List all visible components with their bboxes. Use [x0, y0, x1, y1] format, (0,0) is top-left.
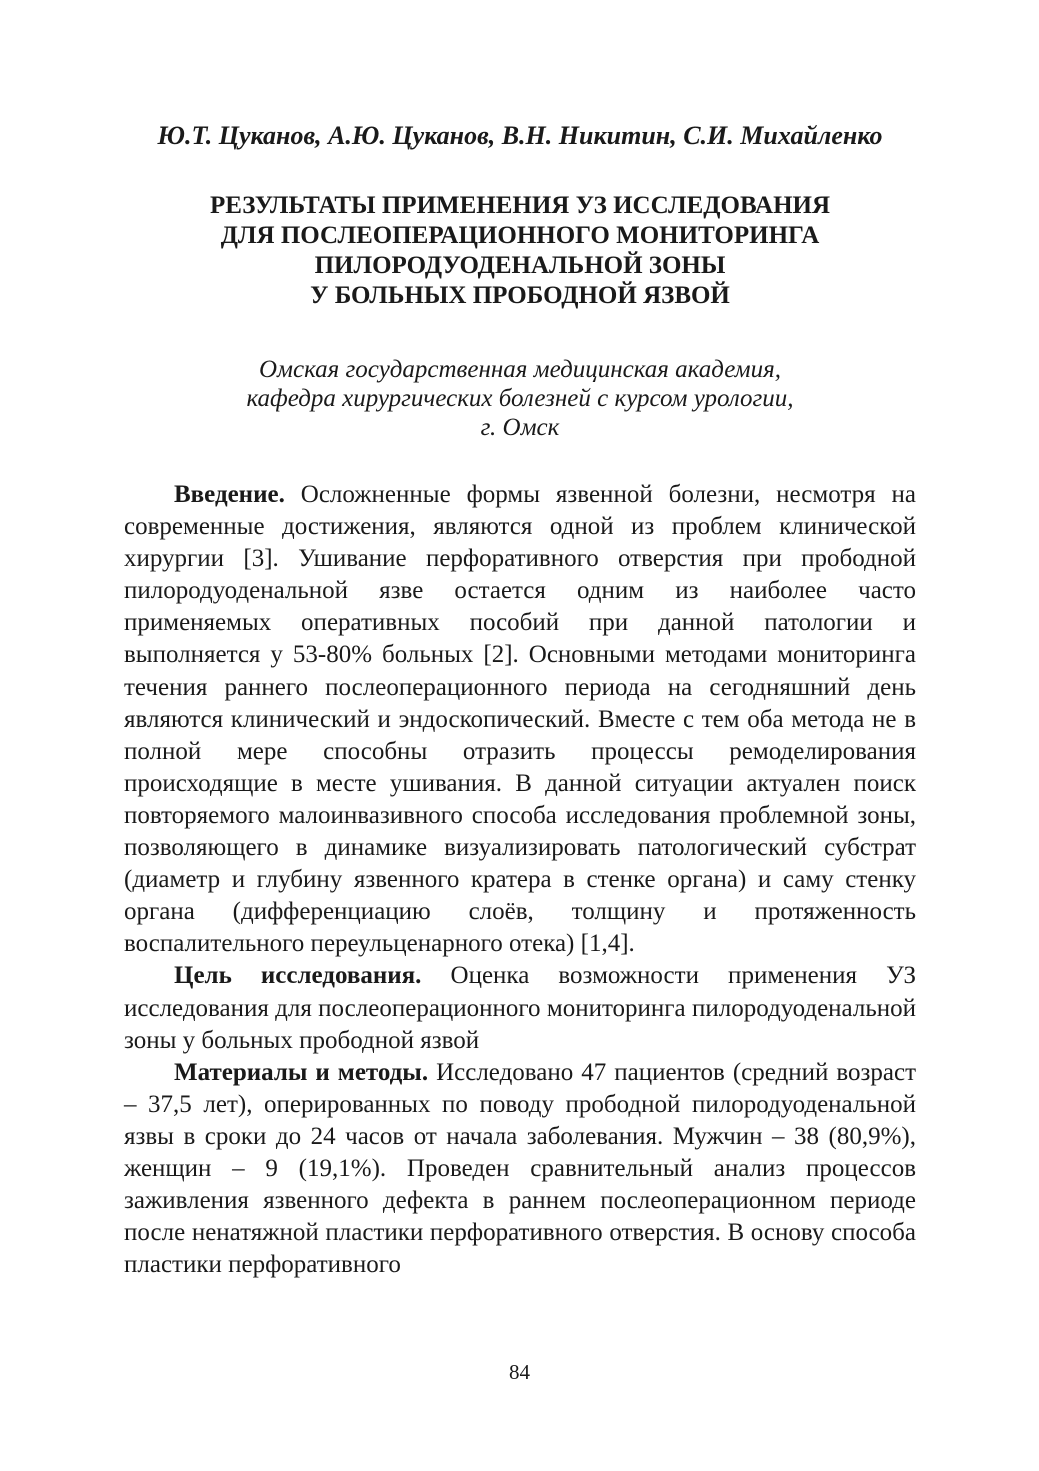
title-line: ДЛЯ ПОСЛЕОПЕРАЦИОННОГО МОНИТОРИНГА	[220, 222, 820, 249]
page-number: 84	[509, 1360, 530, 1384]
paragraph-objective	[124, 960, 916, 1056]
affiliation	[120, 355, 920, 442]
paragraph-text: Исследовано 47 пациентов (средний возраст – 37,5 лет), оперированных по поводу прободной пилородуоденальной язвы в сроки до 24 часов от начала заболевания. Мужчин – 38 (80,9%), женщин – 9 (19,1%). Проведен сравнительный анализ процессов заживления язвенного дефекта в раннем послеоперационном периоде после ненатяжной пластики перфоративного отверстия. В основу способа пластики перфоративного	[124, 1058, 917, 1279]
affiliation-line: кафедра хирургических болезней с курсом урологии,	[246, 385, 794, 412]
section-heading: Введение.	[174, 481, 285, 508]
affiliation-line: г. Омск	[480, 414, 560, 441]
title-line: У БОЛЬНЫХ ПРОБОДНОЙ ЯЗВОЙ	[310, 282, 730, 309]
affiliation-line: Омская государственная медицинская академия,	[258, 356, 781, 383]
paragraph-text: Осложненные формы язвенной болезни, несмотря на современные достижения, являются одной из проблем клинической хирургии [3]. Ушивание перфоративного отверстия при прободной пилородуоденальной язве остается одним из наиболее часто применяемых оперативных пособий при данной патологии и выполняется у 53-80% больных [2]. Основными методами мониторинга течения раннего послеоперационного периода на сегодняшний день являются клинический и эндоскопический. Вместе с тем оба метода не в полной мере способны отразить процессы ремоделирования происходящие в месте ушивания. В данной ситуации актуален поиск повторяемого малоинвазивного способа исследования проблемной зоны, позволяющего в динамике визуализировать патологический субстрат (диаметр и глубину язвенного кратера в стенке органа) и саму стенку органа (дифференциацию слоёв, толщину и протяженность воспалительного переульценарного отека) [1,4].	[124, 481, 916, 958]
paragraph-introduction	[124, 479, 916, 960]
title-line: ПИЛОРОДУОДЕНАЛЬНОЙ ЗОНЫ	[314, 252, 726, 279]
article-body	[124, 479, 916, 1281]
section-heading: Цель исследования.	[174, 962, 422, 990]
authors: Ю.Т. Цуканов, А.Ю. Цуканов, В.Н. Никитин, С.И. Михайленко	[157, 121, 883, 150]
title-line: РЕЗУЛЬТАТЫ ПРИМЕНЕНИЯ УЗ ИССЛЕДОВАНИЯ	[209, 192, 831, 219]
section-heading: Материалы и методы.	[174, 1058, 429, 1086]
paragraph-text: Оценка возможности применения УЗ исследования для послеоперационного мониторинга пилородуоденальной зоны у больных прободной язвой	[124, 962, 916, 1054]
paragraph-methods	[124, 1057, 916, 1282]
article-title	[120, 191, 920, 311]
